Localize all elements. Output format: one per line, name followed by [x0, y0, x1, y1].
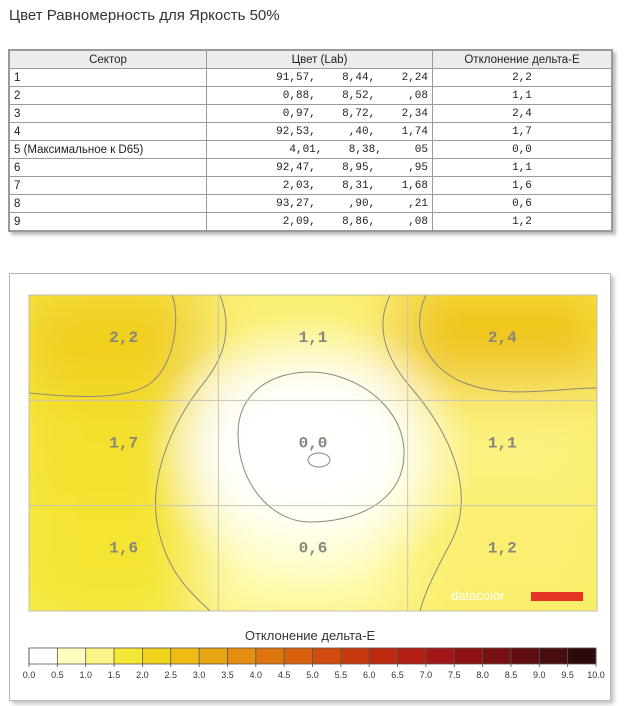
table-row [10, 195, 612, 213]
colorbar-segment [539, 648, 568, 664]
cell-lab: 2,09, 8,86, ,08 [207, 213, 433, 231]
cell-label: 1,2 [487, 539, 517, 558]
colorbar-tick-label: 2.5 [164, 670, 178, 680]
cell-label: 1,7 [109, 434, 139, 453]
table-row [10, 177, 612, 195]
colorbar-segment [114, 648, 143, 664]
cell-label: 0,0 [298, 434, 328, 453]
cell-sector: 2 [10, 87, 207, 105]
colorbar-segment [511, 648, 540, 664]
cell-delta-e: 2,2 [433, 69, 612, 87]
header-sector: Сектор [10, 51, 207, 69]
header-delta-e: Отклонение дельта-E [433, 51, 612, 69]
colorbar-tick-label: 6.0 [362, 670, 376, 680]
colorbar-tick-label: 6.5 [391, 670, 404, 680]
colorbar-segment [86, 648, 115, 664]
colorbar-segment [454, 648, 483, 664]
colorbar-segment [57, 648, 86, 664]
cell-sector: 5 (Максимальное к D65) [10, 141, 207, 159]
datacolor-logo-bar [531, 592, 583, 601]
cell-lab: 93,27, ,90, ,21 [207, 195, 433, 213]
colorbar-segment [199, 648, 228, 664]
table-row [10, 123, 612, 141]
colorbar-segment [313, 648, 342, 664]
colorbar-tick-label: 0.5 [51, 670, 64, 680]
colorbar-segment [398, 648, 427, 664]
lab-table-container [8, 49, 613, 232]
cell-lab: 0,97, 8,72, 2,34 [207, 105, 433, 123]
cell-sector: 9 [10, 213, 207, 231]
colorbar-segment [426, 648, 455, 664]
table-row [10, 69, 612, 87]
colorbar-title: Отклонение дельта-E [244, 628, 376, 643]
colorbar-segment [256, 648, 285, 664]
cell-lab: 0,88, 8,52, ,08 [207, 87, 433, 105]
cell-label: 1,6 [109, 539, 139, 558]
table-row [10, 159, 612, 177]
colorbar-tick-label: 3.0 [192, 670, 206, 680]
colorbar-tick-label: 3.5 [221, 670, 234, 680]
colorbar-tick-label: 4.5 [277, 670, 291, 680]
cell-sector: 1 [10, 69, 207, 87]
cell-delta-e: 1,7 [433, 123, 612, 141]
colorbar-segment [171, 648, 200, 664]
colorbar-tick-label: 9.5 [561, 670, 574, 680]
cell-sector: 6 [10, 159, 207, 177]
colorbar-tick-label: 9.0 [533, 670, 546, 680]
uniformity-heatmap [10, 274, 610, 700]
colorbar-segment [341, 648, 370, 664]
cell-lab: 92,47, 8,95, ,95 [207, 159, 433, 177]
colorbar-tick-label: 5.5 [334, 670, 348, 680]
cell-sector: 4 [10, 123, 207, 141]
table-row [10, 213, 612, 231]
cell-label: 1,1 [487, 434, 517, 453]
cell-label: 2,2 [109, 329, 139, 347]
colorbar-segment [284, 648, 313, 664]
cell-delta-e: 1,1 [433, 87, 612, 105]
uniformity-chart-panel [9, 273, 611, 701]
cell-label: 1,1 [298, 329, 328, 347]
colorbar-tick-label: 8.0 [476, 670, 489, 680]
colorbar-tick-label: 2.0 [136, 670, 149, 680]
colorbar-segment [142, 648, 171, 664]
colorbar-tick-label: 0.0 [22, 670, 36, 680]
datacolor-logo: datacolor [451, 588, 505, 603]
colorbar-segment [227, 648, 256, 664]
cell-delta-e: 1,2 [433, 213, 612, 231]
table-row [10, 141, 612, 159]
colorbar-tick-label: 10.0 [587, 670, 605, 680]
colorbar-segment [568, 648, 597, 664]
table-row [10, 105, 612, 123]
table-header-row [10, 51, 612, 69]
cell-delta-e: 1,1 [433, 159, 612, 177]
cell-sector: 8 [10, 195, 207, 213]
cell-delta-e: 0,6 [433, 195, 612, 213]
cell-delta-e: 1,6 [433, 177, 612, 195]
colorbar-tick-label: 8.5 [504, 670, 518, 680]
colorbar-tick-label: 7.5 [447, 670, 461, 680]
colorbar-tick-label: 5.0 [306, 670, 319, 680]
cell-lab: 91,57, 8,44, 2,24 [207, 69, 433, 87]
colorbar-segment [369, 648, 398, 664]
colorbar-tick-label: 7.0 [419, 670, 433, 680]
colorbar-segment [29, 648, 58, 664]
header-lab: Цвет (Lab) [207, 51, 433, 69]
table-row [10, 87, 612, 105]
cell-lab: 92,53, ,40, 1,74 [207, 123, 433, 141]
cell-sector: 3 [10, 105, 207, 123]
colorbar-tick-label: 1.0 [79, 670, 92, 680]
cell-sector: 7 [10, 177, 207, 195]
cell-delta-e: 2,4 [433, 105, 612, 123]
lab-table [9, 50, 612, 231]
cell-delta-e: 0,0 [433, 141, 612, 159]
cell-label: 0,6 [298, 539, 328, 558]
page-title: Цвет Равномерность для Яркость 50% [9, 7, 280, 24]
colorbar-tick-label: 1.5 [107, 670, 121, 680]
cell-label: 2,4 [487, 329, 517, 347]
colorbar-tick-label: 4.0 [249, 670, 263, 680]
colorbar-segment [483, 648, 512, 664]
cell-lab: 2,03, 8,31, 1,68 [207, 177, 433, 195]
cell-lab: 4,01, 8,38, 05 [207, 141, 433, 159]
